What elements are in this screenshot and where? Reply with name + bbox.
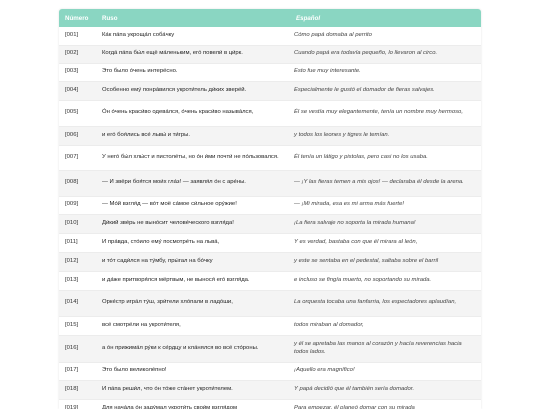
table-row: [59, 170, 481, 196]
table-row: [59, 290, 481, 316]
row-number: [003]: [59, 63, 96, 81]
row-russian: Орке́стр игра́л ту́ш, зри́тели хло́пали в ладо́ши,: [96, 290, 290, 316]
table-row: [59, 145, 481, 170]
translation-table-container: [59, 9, 481, 409]
row-spanish: Cómo papá domaba al perrito: [290, 27, 481, 45]
table-row: [59, 271, 481, 290]
row-number: [018]: [59, 380, 96, 399]
row-spanish: todos miraban al domador,: [290, 316, 481, 335]
header-russian[interactable]: Ruso: [102, 14, 118, 22]
row-spanish: ¡La fiera salvaje no soporta la mirada humana!: [290, 214, 481, 233]
row-number: [016]: [59, 335, 96, 362]
table-header-row: [59, 9, 481, 27]
row-spanish: e incluso se fingía muerto, no soportando su mirada.: [290, 271, 481, 290]
row-russian: и да́же притворя́лся мёртвым, не вынося́ его́ взгля́да.: [96, 271, 290, 290]
table-row: [59, 316, 481, 335]
row-number: [005]: [59, 100, 96, 126]
row-spanish: ¡Aquello era magnífico!: [290, 362, 481, 380]
row-russian: все́ смотре́ли на укроти́теля,: [96, 316, 290, 335]
row-number: [017]: [59, 362, 96, 380]
table-row: [59, 27, 481, 45]
row-spanish: — ¡Y las fieras temen a mis ojos! — declaraba él desde la arena.: [290, 170, 481, 196]
row-russian: а о́н прижима́л ру́ки к се́рдцу и кла́нялся во все́ сто́роны.: [96, 335, 290, 362]
translation-table: [59, 9, 481, 409]
row-spanish: y él se apretaba las manos al corazón y hacía reverencias hacia todos lados.: [290, 335, 481, 362]
table-row: [59, 214, 481, 233]
row-number: [006]: [59, 126, 96, 145]
table-row: [59, 362, 481, 380]
row-number: [004]: [59, 81, 96, 100]
row-russian: и его́ боя́лись все́ львы́ и ти́гры.: [96, 126, 290, 145]
table-row: [59, 252, 481, 271]
row-russian: Особенно ему́ понра́вился укроти́тель ди́ких звере́й.: [96, 81, 290, 100]
row-russian: — Мо́й взгля́д — во́т моё са́мое си́льное ору́жие!: [96, 196, 290, 214]
table-row: [59, 126, 481, 145]
row-russian: и то́т сади́лся на ту́мбу, пры́гал на бо́чку: [96, 252, 290, 271]
row-spanish: La orquesta tocaba una fanfarria, los espectadores aplaudían,: [290, 290, 481, 316]
header-number[interactable]: Número: [65, 14, 89, 22]
row-russian: Ка́к па́па укроща́л соба́чку: [96, 27, 290, 45]
row-russian: Это было о́чень интере́сно.: [96, 63, 290, 81]
table-row: [59, 63, 481, 81]
row-number: [009]: [59, 196, 96, 214]
row-spanish: Especialmente le gustó el domador de fieras salvajes.: [290, 81, 481, 100]
row-russian: Для нача́ла о́н заду́мал укроти́ть свои́м взгля́дом: [96, 399, 290, 409]
row-number: [002]: [59, 45, 96, 63]
row-number: [007]: [59, 145, 96, 170]
row-number: [001]: [59, 27, 96, 45]
table-row: [59, 81, 481, 100]
row-number: [010]: [59, 214, 96, 233]
row-spanish: y este se sentaba en el pedestal, saltaba sobre el barril: [290, 252, 481, 271]
row-number: [015]: [59, 316, 96, 335]
row-spanish: Para empezar, él planeó domar con su mirada: [290, 399, 481, 409]
row-spanish: Cuando papá era todavía pequeño, lo llevaron al circo.: [290, 45, 481, 63]
row-russian: Это было великоле́пно!: [96, 362, 290, 380]
table-row: [59, 380, 481, 399]
table-row: [59, 233, 481, 252]
row-number: [019]: [59, 399, 96, 409]
row-spanish: Y papá decidió que él también sería domador.: [290, 380, 481, 399]
row-spanish: Él tenía un látigo y pistolas, pero casi no los usaba.: [290, 145, 481, 170]
table-row: [59, 196, 481, 214]
row-number: [012]: [59, 252, 96, 271]
table-row: [59, 335, 481, 362]
row-russian: У него́ бы́л хлы́ст и пистоле́ты, но о́н и́ми почти́ не по́льзовался.: [96, 145, 290, 170]
row-russian: И пра́вда, сто́ило ему́ посмотре́ть на льва́,: [96, 233, 290, 252]
row-russian: Ди́кий зве́рь не выно́сит челове́ческого взгля́да!: [96, 214, 290, 233]
table-row: [59, 45, 481, 63]
row-number: [014]: [59, 290, 96, 316]
row-spanish: y todos los leones y tigres le temían.: [290, 126, 481, 145]
row-spanish: Él se vestía muy elegantemente, tenía un nombre muy hermoso,: [290, 100, 481, 126]
row-spanish: Esto fue muy interesante.: [290, 63, 481, 81]
row-russian: — И звёри боя́тся мои́х гла́з! — заявля́л о́н с аре́ны.: [96, 170, 290, 196]
header-spanish[interactable]: Español: [296, 14, 321, 22]
row-russian: И па́па реши́л, что о́н то́же ста́нет укроти́телем.: [96, 380, 290, 399]
row-spanish: Y es verdad, bastaba con que él mirara al león,: [290, 233, 481, 252]
table-body: [59, 27, 481, 409]
table-row: [59, 100, 481, 126]
row-number: [013]: [59, 271, 96, 290]
row-spanish: — ¡Mi mirada, esa es mi arma más fuerte!: [290, 196, 481, 214]
row-number: [011]: [59, 233, 96, 252]
row-russian: Когда́ па́па бы́л ещё ма́леньким, его́ повели́ в ци́рк.: [96, 45, 290, 63]
row-number: [008]: [59, 170, 96, 196]
table-row: [59, 399, 481, 409]
row-russian: О́н о́чень краси́во одева́лся, о́чень краси́во называ́лся,: [96, 100, 290, 126]
